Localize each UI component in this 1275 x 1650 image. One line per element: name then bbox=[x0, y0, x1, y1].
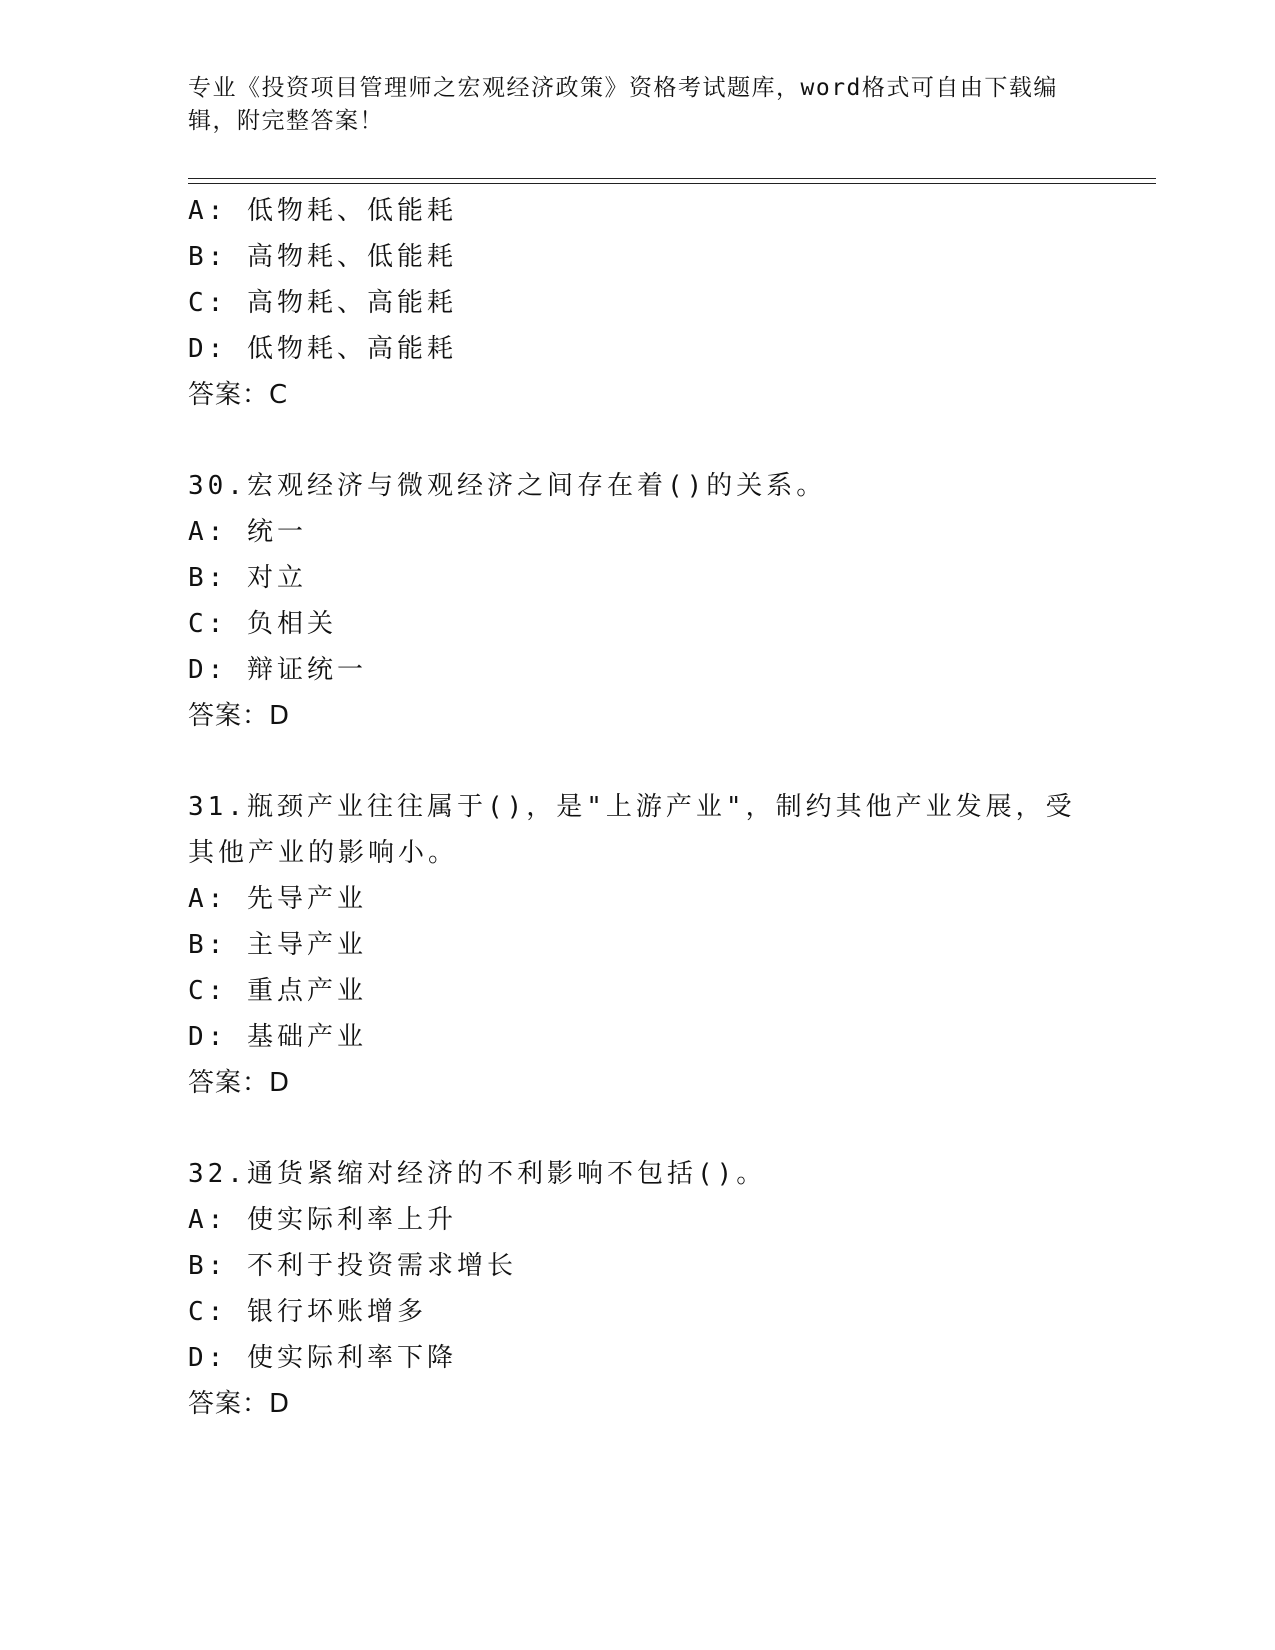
option-a: A: 低物耗、低能耗 bbox=[188, 196, 457, 226]
option-d: D: 使实际利率下降 bbox=[188, 1343, 457, 1373]
question-text: 30.宏观经济与微观经济之间存在着()的关系。 bbox=[188, 471, 827, 501]
option-b: B: 不利于投资需求增长 bbox=[188, 1251, 517, 1281]
answer: 答案：D bbox=[188, 1068, 291, 1098]
option-b: B: 高物耗、低能耗 bbox=[188, 242, 457, 272]
answer: 答案：D bbox=[188, 1389, 291, 1419]
option-c: C: 高物耗、高能耗 bbox=[188, 288, 457, 318]
option-b: B: 主导产业 bbox=[188, 930, 367, 960]
question-32 bbox=[188, 1151, 1088, 1427]
question-text: 31.瓶颈产业往往属于()，是"上游产业"，制约其他产业发展，受其他产业的影响小。 bbox=[188, 792, 1076, 868]
answer: 答案：C bbox=[188, 380, 289, 410]
question-text: 32.通货紧缩对经济的不利影响不包括()。 bbox=[188, 1159, 767, 1189]
question-29 bbox=[188, 188, 1088, 418]
option-a: A: 先导产业 bbox=[188, 884, 367, 914]
option-d: D: 基础产业 bbox=[188, 1022, 367, 1052]
option-a: A: 统一 bbox=[188, 517, 307, 547]
document-header: 专业《投资项目管理师之宏观经济政策》资格考试题库，word格式可自由下载编辑，附完整答案！ bbox=[188, 75, 1058, 134]
option-d: D: 低物耗、高能耗 bbox=[188, 334, 457, 364]
question-31 bbox=[188, 784, 1088, 1106]
header-divider-top bbox=[188, 178, 1156, 179]
question-list bbox=[188, 188, 1088, 1427]
option-c: C: 银行坏账增多 bbox=[188, 1297, 427, 1327]
header-divider-bottom bbox=[188, 183, 1156, 184]
question-30 bbox=[188, 463, 1088, 739]
option-c: C: 负相关 bbox=[188, 609, 337, 639]
option-a: A: 使实际利率上升 bbox=[188, 1205, 457, 1235]
option-c: C: 重点产业 bbox=[188, 976, 367, 1006]
answer: 答案：D bbox=[188, 701, 291, 731]
option-d: D: 辩证统一 bbox=[188, 655, 367, 685]
option-b: B: 对立 bbox=[188, 563, 307, 593]
